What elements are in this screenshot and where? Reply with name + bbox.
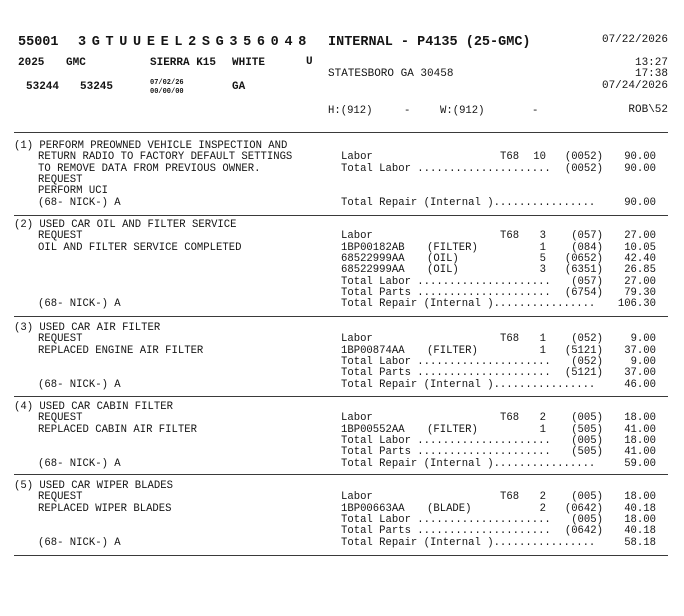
repair-order-header bbox=[0, 0, 684, 128]
labor-quantity: 3 bbox=[539, 230, 546, 243]
total-repair-row bbox=[0, 298, 684, 310]
total-labor-amount: 27.00 bbox=[624, 275, 656, 288]
small-date-1: 07/02/26 bbox=[150, 79, 184, 87]
total-repair-label: Total Repair (Internal )................ bbox=[341, 457, 596, 470]
labor-amount: 27.00 bbox=[624, 230, 656, 243]
total-labor-amount: 9.00 bbox=[630, 355, 656, 368]
job-5 bbox=[0, 480, 684, 549]
total-repair-label: Total Repair (Internal )................ bbox=[341, 196, 596, 209]
cost-code: (6754) bbox=[564, 286, 603, 299]
labor-label: Labor bbox=[341, 412, 373, 425]
total-labor-label: Total Labor ..................... bbox=[341, 434, 551, 447]
part-number: 68522999AA bbox=[341, 252, 405, 265]
section-divider bbox=[14, 132, 668, 133]
total-labor-row bbox=[0, 514, 684, 526]
part-row bbox=[0, 264, 684, 276]
job-description-line: REQUEST bbox=[38, 491, 83, 504]
part-amount: 10.05 bbox=[624, 241, 656, 254]
job-3 bbox=[0, 322, 684, 391]
total-repair-label: Total Repair (Internal )................ bbox=[341, 298, 596, 311]
job-title: (1) PERFORM PREOWNED VEHICLE INSPECTION AND bbox=[14, 140, 288, 152]
total-repair-row bbox=[0, 379, 684, 391]
part-type: (FILTER) bbox=[427, 241, 478, 254]
vehicle-flag: U bbox=[306, 56, 313, 68]
tech-code: T68 bbox=[500, 230, 520, 243]
total-parts-amount: 79.30 bbox=[624, 286, 656, 299]
section-divider bbox=[14, 215, 668, 216]
cost-code: (5121) bbox=[564, 367, 603, 380]
technician-line: (68- NICK-) A bbox=[38, 536, 121, 549]
job-description-line: REQUEST bbox=[38, 173, 83, 186]
part-amount: 37.00 bbox=[624, 344, 656, 357]
labor-row bbox=[0, 230, 684, 242]
cost-code: (005) bbox=[571, 513, 603, 526]
home-phone-dash: - bbox=[404, 105, 411, 117]
part-amount: 41.00 bbox=[624, 423, 656, 436]
job-title: (3) USED CAR AIR FILTER bbox=[14, 322, 161, 334]
labor-amount: 18.00 bbox=[624, 491, 656, 504]
section-divider bbox=[14, 474, 668, 475]
cost-code: (005) bbox=[571, 434, 603, 447]
labor-quantity: 2 bbox=[539, 491, 546, 504]
cost-code: (0652) bbox=[564, 252, 603, 265]
cost-code: (057) bbox=[571, 275, 603, 288]
total-parts-label: Total Parts ..................... bbox=[341, 525, 551, 538]
cost-code: (084) bbox=[571, 241, 603, 254]
job-4 bbox=[0, 401, 684, 470]
cost-code: (052) bbox=[571, 355, 603, 368]
total-repair-row bbox=[0, 458, 684, 470]
cost-code: (0052) bbox=[564, 151, 603, 164]
part-quantity: 2 bbox=[539, 502, 546, 515]
total-parts-row bbox=[0, 287, 684, 299]
labor-row bbox=[0, 412, 684, 424]
total-parts-label: Total Parts ..................... bbox=[341, 446, 551, 459]
advisor: ROB\52 bbox=[628, 104, 668, 116]
labor-quantity: 2 bbox=[539, 412, 546, 425]
labor-label: Labor bbox=[341, 230, 373, 243]
total-labor-row bbox=[0, 163, 684, 175]
total-parts-row bbox=[0, 446, 684, 458]
vehicle-make: GMC bbox=[66, 57, 86, 69]
part-number: 68522999AA bbox=[341, 264, 405, 277]
total-parts-label: Total Parts ..................... bbox=[341, 367, 551, 380]
labor-amount: 90.00 bbox=[624, 151, 656, 164]
tech-code: T68 bbox=[500, 491, 520, 504]
total-parts-amount: 41.00 bbox=[624, 446, 656, 459]
vehicle-year: 2025 bbox=[18, 57, 45, 69]
vehicle-color: WHITE bbox=[232, 57, 266, 69]
part-quantity: 1 bbox=[539, 241, 546, 254]
total-labor-amount: 18.00 bbox=[624, 513, 656, 526]
total-parts-amount: 40.18 bbox=[624, 525, 656, 538]
part-type: (OIL) bbox=[427, 264, 459, 277]
total-repair-row bbox=[0, 537, 684, 549]
part-type: (FILTER) bbox=[427, 423, 478, 436]
total-repair-amount: 90.00 bbox=[624, 196, 656, 209]
job-2 bbox=[0, 219, 684, 310]
labor-quantity: 1 bbox=[539, 333, 546, 346]
home-phone: H:(912) bbox=[328, 105, 373, 117]
part-number: 1BP00663AA bbox=[341, 502, 405, 515]
job-description-line: PERFORM UCI bbox=[38, 185, 108, 198]
cost-code: (057) bbox=[571, 230, 603, 243]
total-labor-label: Total Labor ..................... bbox=[341, 162, 551, 175]
part-type: (OIL) bbox=[427, 252, 459, 265]
cost-code: (005) bbox=[571, 412, 603, 425]
labor-amount: 9.00 bbox=[630, 333, 656, 346]
job-1 bbox=[0, 140, 684, 209]
job-title: (5) USED CAR WIPER BLADES bbox=[14, 480, 173, 492]
total-labor-row bbox=[0, 276, 684, 288]
section-divider bbox=[14, 396, 668, 397]
labor-row bbox=[0, 151, 684, 163]
time-1: 13:27 bbox=[634, 57, 668, 69]
reference-1: 53244 bbox=[26, 81, 60, 93]
technician-line: (68- NICK-) A bbox=[38, 378, 121, 391]
part-row bbox=[0, 503, 684, 515]
labor-row bbox=[0, 491, 684, 503]
tech-code: T68 bbox=[500, 412, 520, 425]
technician-line: (68- NICK-) A bbox=[38, 298, 121, 311]
total-repair-amount: 59.00 bbox=[624, 457, 656, 470]
part-quantity: 5 bbox=[539, 252, 546, 265]
total-labor-amount: 18.00 bbox=[624, 434, 656, 447]
cost-code: (505) bbox=[571, 446, 603, 459]
time-2: 17:38 bbox=[634, 68, 668, 80]
vehicle-model: SIERRA K15 bbox=[150, 57, 217, 69]
job-description-line: REQUEST bbox=[38, 412, 83, 425]
date-top: 07/22/2026 bbox=[601, 34, 668, 46]
job-description-line: OIL AND FILTER SERVICE COMPLETED bbox=[38, 241, 242, 254]
total-labor-label: Total Labor ..................... bbox=[341, 355, 551, 368]
total-repair-amount: 106.30 bbox=[617, 298, 656, 311]
part-amount: 40.18 bbox=[624, 502, 656, 515]
cost-code: (0642) bbox=[564, 525, 603, 538]
work-phone-dash: - bbox=[532, 105, 539, 117]
total-repair-label: Total Repair (Internal )................ bbox=[341, 378, 596, 391]
technician-line: (68- NICK-) A bbox=[38, 196, 121, 209]
total-labor-amount: 90.00 bbox=[624, 162, 656, 175]
cost-code: (0642) bbox=[564, 502, 603, 515]
job-description-line: REPLACED CABIN AIR FILTER bbox=[38, 423, 197, 436]
part-amount: 42.40 bbox=[624, 252, 656, 265]
labor-label: Labor bbox=[341, 333, 373, 346]
total-repair-amount: 58.18 bbox=[624, 536, 656, 549]
job-description-line: REQUEST bbox=[38, 230, 83, 243]
total-repair-row bbox=[0, 197, 684, 209]
job-description-line: REQUEST bbox=[38, 333, 83, 346]
total-parts-label: Total Parts ..................... bbox=[341, 286, 551, 299]
job-description-line: RETURN RADIO TO FACTORY DEFAULT SETTINGS bbox=[38, 151, 293, 164]
total-labor-label: Total Labor ..................... bbox=[341, 513, 551, 526]
cost-code: (052) bbox=[571, 333, 603, 346]
total-repair-amount: 46.00 bbox=[624, 378, 656, 391]
part-quantity: 1 bbox=[539, 423, 546, 436]
vin: 3 G T U U E E L 2 S G 3 5 6 0 4 8 bbox=[78, 35, 306, 50]
cost-code: (6351) bbox=[564, 264, 603, 277]
section-divider bbox=[14, 555, 668, 556]
labor-label: Labor bbox=[341, 491, 373, 504]
total-parts-amount: 37.00 bbox=[624, 367, 656, 380]
dealer-number: 55001 bbox=[18, 35, 59, 50]
order-type: INTERNAL - P4135 (25-GMC) bbox=[328, 35, 531, 50]
part-type: (FILTER) bbox=[427, 344, 478, 357]
labor-quantity: 10 bbox=[533, 151, 546, 164]
job-title: (4) USED CAR CABIN FILTER bbox=[14, 401, 173, 413]
part-quantity: 1 bbox=[539, 344, 546, 357]
reference-2: 53245 bbox=[80, 81, 114, 93]
job-description-line: TO REMOVE DATA FROM PREVIOUS OWNER. bbox=[38, 162, 261, 175]
part-row bbox=[0, 242, 684, 254]
work-phone: W:(912) bbox=[440, 105, 485, 117]
part-number: 1BP00552AA bbox=[341, 423, 405, 436]
total-labor-label: Total Labor ..................... bbox=[341, 275, 551, 288]
job-description-line: REPLACED ENGINE AIR FILTER bbox=[38, 344, 204, 357]
cost-code: (5121) bbox=[564, 344, 603, 357]
part-quantity: 3 bbox=[539, 264, 546, 277]
part-number: 1BP00182AB bbox=[341, 241, 405, 254]
tech-code: T68 bbox=[500, 333, 520, 346]
labor-label: Labor bbox=[341, 151, 373, 164]
part-amount: 26.85 bbox=[624, 264, 656, 277]
total-repair-label: Total Repair (Internal )................ bbox=[341, 536, 596, 549]
cost-code: (005) bbox=[571, 491, 603, 504]
total-labor-row bbox=[0, 356, 684, 368]
tech-code: T68 bbox=[500, 151, 520, 164]
job-title: (2) USED CAR OIL AND FILTER SERVICE bbox=[14, 219, 237, 231]
labor-row bbox=[0, 333, 684, 345]
total-parts-row bbox=[0, 367, 684, 379]
part-number: 1BP00874AA bbox=[341, 344, 405, 357]
date-bottom: 07/24/2026 bbox=[601, 80, 668, 92]
state: GA bbox=[232, 81, 246, 93]
total-labor-row bbox=[0, 435, 684, 447]
job-description-line: REPLACED WIPER BLADES bbox=[38, 502, 172, 515]
small-date-2: 00/00/00 bbox=[150, 88, 184, 96]
section-divider bbox=[14, 316, 668, 317]
total-parts-row bbox=[0, 525, 684, 537]
part-row bbox=[0, 253, 684, 265]
technician-line: (68- NICK-) A bbox=[38, 457, 121, 470]
location: STATESBORO GA 30458 bbox=[328, 68, 454, 80]
part-type: (BLADE) bbox=[427, 502, 472, 515]
part-row bbox=[0, 424, 684, 436]
part-row bbox=[0, 345, 684, 357]
labor-amount: 18.00 bbox=[624, 412, 656, 425]
cost-code: (505) bbox=[571, 423, 603, 436]
cost-code: (0052) bbox=[564, 162, 603, 175]
